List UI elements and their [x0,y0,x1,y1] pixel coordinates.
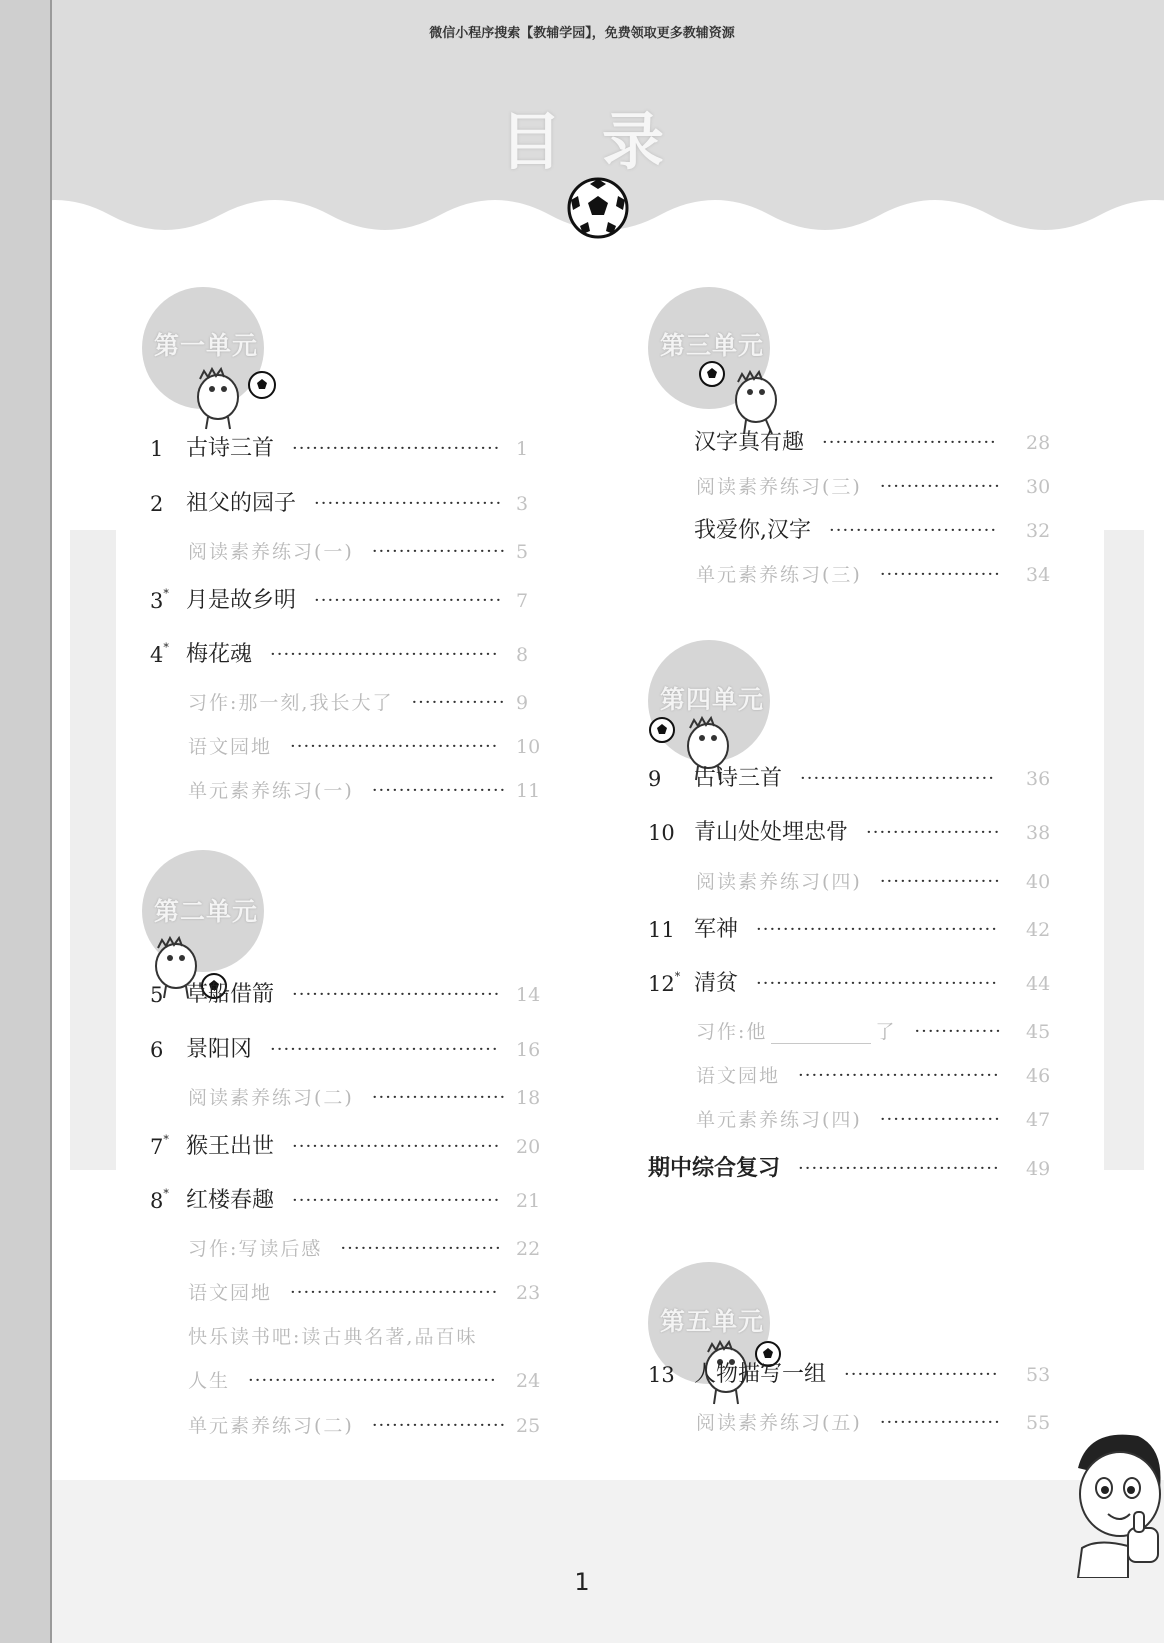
toc-leader-dots: ······························· [292,1190,501,1211]
toc-page-number: 42 [1026,919,1051,941]
page-title: 目录 [499,105,704,178]
toc-page-number: 8 [516,644,529,666]
toc-entry-number: 1 [150,437,164,461]
toc-leader-dots: ························ [340,1238,502,1259]
toc-entry-title: 单元素养练习(三) [696,564,862,586]
toc-entry-number: 2 [150,492,164,516]
toc-page-number: 55 [1026,1412,1051,1434]
toc-page-number: 28 [1026,432,1051,454]
toc-page-number: 3 [516,493,529,515]
toc-leader-dots: ···································· [756,919,998,940]
toc-page-number: 11 [516,780,541,802]
toc-entry-title: 阅读素养练习(二) [188,1087,354,1109]
dinosaur-mascot-icon [188,357,280,433]
toc-leader-dots: ······························· [292,984,501,1005]
toc-entry-title: 阅读素养练习(五) [696,1412,862,1434]
toc-page-number: 32 [1026,520,1051,542]
toc-entry-title: 单元素养练习(一) [188,780,354,802]
toc-page-number: 10 [516,736,541,758]
toc-leader-dots: ·································· [270,1039,499,1060]
toc-leader-dots: ·················· [879,1412,1001,1433]
toc-leader-dots: ····································· [248,1370,497,1391]
toc-page-number: 14 [516,984,541,1006]
toc-leader-dots: ····························· [800,768,995,789]
toc-page-number: 46 [1026,1065,1051,1087]
unit-title-3: 第三单元 [660,331,765,360]
toc-leader-dots: ···························· [314,590,503,611]
side-strip-left [70,530,116,1170]
toc-leader-dots: ·················· [879,1109,1001,1130]
toc-entry-title: 语文园地 [188,736,273,758]
toc-page-number: 45 [1026,1021,1051,1043]
toc-leader-dots: ······························ [798,1065,1000,1086]
toc-leader-dots: ············· [914,1021,1002,1042]
toc-entry-title: 阅读素养练习(一) [188,541,354,563]
unit-title-2: 第二单元 [154,897,259,926]
toc-leader-dots: ···································· [756,973,998,994]
promo-text: 微信小程序搜索【教辅学园】，免费领取更多教辅资源 [429,26,735,41]
toc-entry-title: 语文园地 [188,1282,273,1304]
fill-in-blank [771,1023,871,1044]
toc-entry-number: 8* [150,1187,169,1213]
toc-page-number: 5 [516,541,529,563]
toc-leader-dots: ······························· [290,736,499,757]
toc-page-number: 7 [516,590,529,612]
toc-page-number: 16 [516,1039,541,1061]
unit-title-4: 第四单元 [660,685,765,714]
toc-entry-title: 景阳冈 [186,1037,253,1062]
toc-entry-number: 13 [648,1363,675,1387]
toc-leader-dots: ···················· [371,1087,507,1108]
toc-leader-dots: ························· [829,520,998,541]
toc-entry-title: 古诗三首 [186,436,275,461]
binding-line [50,0,52,1643]
toc-entry-title: 月是故乡明 [186,588,297,613]
toc-entry-title: 我爱你,汉字 [694,518,811,543]
toc-leader-dots: ·························· [822,432,997,453]
toc-leader-dots: ·································· [270,644,499,665]
toc-leader-dots: ·············· [411,692,506,713]
toc-entry-number: 9 [648,767,662,791]
binding-edge [0,0,50,1643]
toc-page-number: 9 [516,692,529,714]
toc-leader-dots: ······················· [844,1364,999,1385]
toc-entry-title: 军神 [694,917,739,942]
toc-page-number: 20 [516,1136,541,1158]
toc-entry-title: 清贫 [694,971,739,996]
toc-leader-dots: ···················· [371,541,507,562]
toc-entry-title: 祖父的园子 [186,491,297,516]
toc-page-number: 22 [516,1238,541,1260]
toc-entry-title: 人生 [188,1370,231,1392]
thumbs-up-boy-icon [1068,1428,1164,1578]
toc-leader-dots: ···················· [371,1415,507,1436]
toc-entry-title: 单元素养练习(二) [188,1415,354,1437]
toc-entry-title: 青山处处埋忠骨 [694,820,849,845]
toc-entry-title: 期中综合复习 [648,1156,781,1181]
toc-entry-number: 6 [150,1038,164,1062]
toc-entry-number: 5 [150,983,164,1007]
toc-entry-number: 4* [150,641,169,667]
toc-entry-title: 猴王出世 [186,1134,275,1159]
toc-leader-dots: ···················· [866,822,1001,843]
toc-entry-title: 单元素养练习(四) [696,1109,862,1131]
toc-entry-number: 10 [648,821,675,845]
toc-page-number: 34 [1026,564,1051,586]
toc-entry-title: 习作:写读后感 [188,1238,323,1260]
toc-entry-number: 12* [648,970,681,996]
toc-page-number: 36 [1026,768,1051,790]
toc-leader-dots: ·················· [879,871,1001,892]
bottom-band [52,1480,1164,1643]
toc-entry-title: 习作:他 了 [696,1021,897,1043]
toc-entry-title: 古诗三首 [694,766,783,791]
toc-leader-dots: ······························· [292,1136,501,1157]
toc-page-number: 47 [1026,1109,1051,1131]
toc-leader-dots: ······························ [798,1158,1000,1179]
toc-entry-title: 快乐读书吧:读古典名著,品百味 [188,1326,478,1348]
toc-entry-title: 阅读素养练习(三) [696,476,862,498]
toc-entry-title: 红楼春趣 [186,1188,275,1213]
toc-entry-number: 3* [150,587,169,613]
toc-entry-title: 阅读素养练习(四) [696,871,862,893]
toc-entry-title: 梅花魂 [186,642,253,667]
toc-leader-dots: ···················· [371,780,507,801]
toc-page-number: 49 [1026,1158,1051,1180]
toc-page-number: 24 [516,1370,541,1392]
toc-page-number: 18 [516,1087,541,1109]
side-strip-right [1104,530,1144,1170]
toc-leader-dots: ·················· [879,564,1001,585]
toc-page-number: 40 [1026,871,1051,893]
toc-entry-number: 7* [150,1133,169,1159]
toc-leader-dots: ·················· [879,476,1001,497]
toc-page-number: 44 [1026,973,1051,995]
toc-leader-dots: ···························· [314,493,503,514]
page-number: 1 [574,1568,590,1596]
toc-entry-title: 语文园地 [696,1065,781,1087]
toc-entry-title: 习作:那一刻,我长大了 [188,692,394,714]
toc-leader-dots: ······························· [292,438,501,459]
unit-title-1: 第一单元 [154,331,259,360]
soccer-ball-icon [566,176,630,240]
toc-page-number: 30 [1026,476,1051,498]
toc-page-number: 38 [1026,822,1051,844]
toc-entry-title: 人物描写一组 [694,1362,827,1387]
toc-page-number: 23 [516,1282,541,1304]
toc-leader-dots: ······························· [290,1282,499,1303]
toc-entry-number: 11 [648,918,675,942]
toc-page-number: 21 [516,1190,541,1212]
unit-title-5: 第五单元 [660,1307,765,1336]
toc-entry-title: 汉字真有趣 [694,430,805,455]
toc-page-number: 25 [516,1415,541,1437]
toc-page-number: 53 [1026,1364,1051,1386]
toc-page-number: 1 [516,438,529,460]
toc-entry-title: 草船借箭 [186,982,275,1007]
